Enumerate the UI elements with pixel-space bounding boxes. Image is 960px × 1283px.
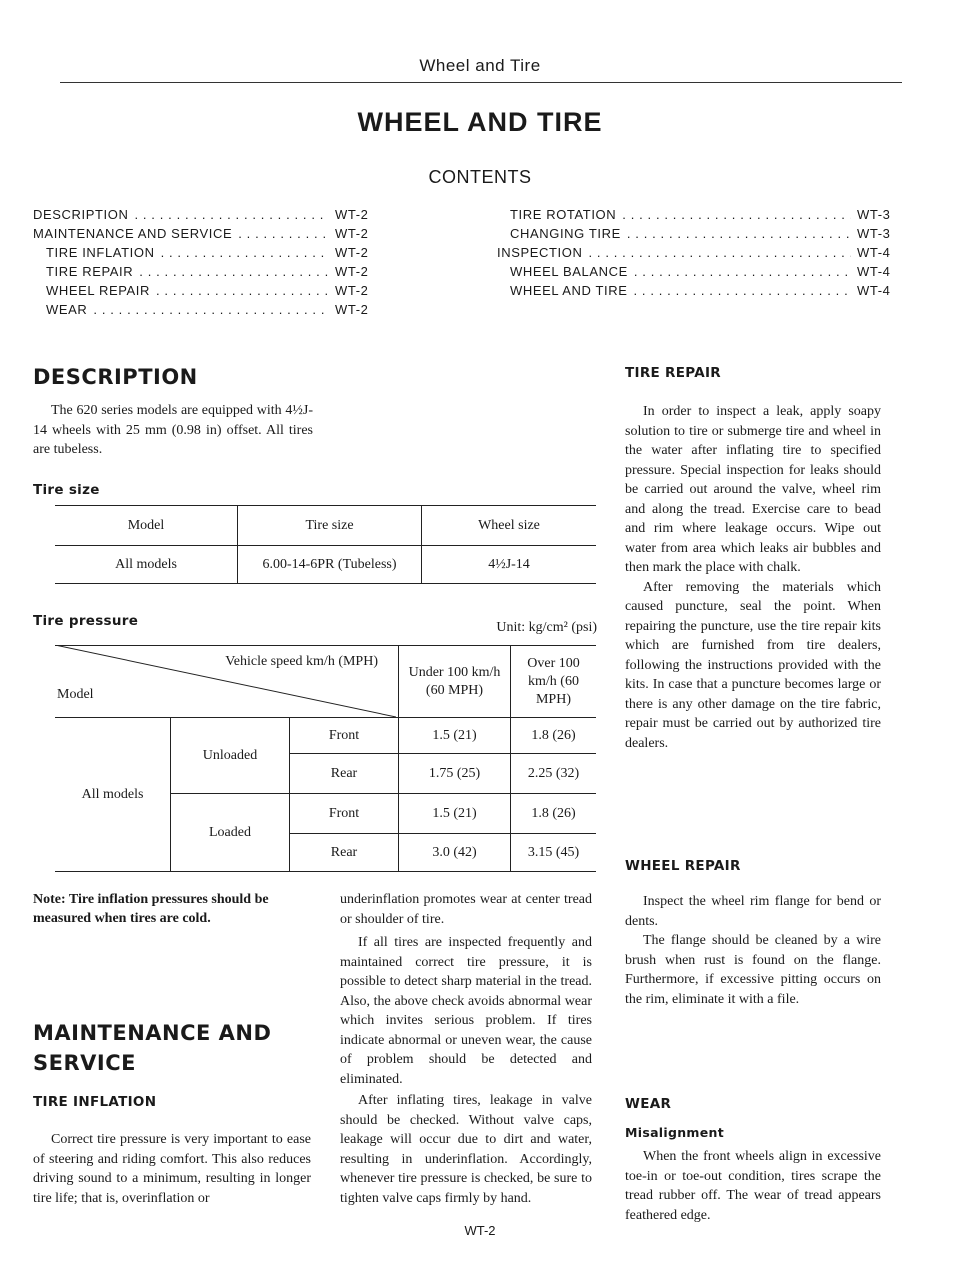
- pressure-under-2: 1.75 (25): [399, 754, 511, 794]
- corner-bottom-label: Model: [57, 687, 94, 702]
- tire-inflation-heading: TIRE INFLATION: [33, 1094, 157, 1110]
- tire-inflation-p1: Correct tire pressure is very important to ease of steering and riding comfort. This also reduces driving sound to a minimum, resulting in longer tire life; that is, overinflation or: [33, 1132, 311, 1206]
- tire-size-table: [55, 505, 596, 584]
- toc-entry-label: MAINTENANCE AND SERVICE: [33, 226, 233, 241]
- toc-entry: [33, 243, 375, 262]
- inflation-note: Note: Tire inflation pressures should be measured when tires are cold.: [33, 892, 269, 926]
- toc-entry-page: WT-3: [857, 226, 891, 241]
- tire-pressure-table: [55, 645, 596, 872]
- toc-entry: [33, 300, 375, 319]
- toc-entry: [33, 224, 375, 243]
- toc-right: [497, 205, 897, 300]
- axle-front-unloaded: Front: [290, 718, 399, 754]
- header-rule: [60, 82, 902, 83]
- toc-entry: [33, 281, 375, 300]
- toc-entry-page: WT-4: [857, 264, 891, 279]
- wear-subheading: Misalignment: [625, 1125, 724, 1140]
- description-section: [33, 365, 313, 460]
- pressure-over-2: 2.25 (32): [527, 765, 580, 781]
- maintenance-section: [33, 1018, 313, 1078]
- pressure-over-4: 3.15 (45): [527, 844, 580, 860]
- unit-label: Unit: kg/cm² (psi): [496, 620, 597, 635]
- toc-entry-page: WT-2: [335, 302, 369, 317]
- tire-size-cell-model: All models: [55, 546, 238, 584]
- wheel-repair-heading: WHEEL REPAIR: [625, 858, 741, 874]
- pressure-under-3: 1.5 (21): [399, 794, 511, 834]
- inflation-p3: If all tires are inspected frequently and maintained correct tire pressure, it is possible to detect sharp material in the tread. Also, the above check avoids abnormal wear which invites serious problem. If tires indicate abnormal or uneven wear, the cause of problem should be detected and eliminated.: [340, 935, 592, 1087]
- contents-label: CONTENTS: [428, 167, 532, 187]
- wear-p1: When the front wheels align in excessive toe-in or toe-out condition, tires scrape the tread rubber off. The wear of tread appears feathered edge.: [625, 1149, 881, 1223]
- corner-top-label: Vehicle speed km/h (MPH): [225, 654, 378, 669]
- toc-leader-dots: [161, 243, 329, 262]
- toc-entry-label: DESCRIPTION: [33, 207, 129, 222]
- toc-entry-label: TIRE REPAIR: [46, 264, 134, 279]
- toc-entry: [497, 243, 897, 262]
- axle-front-loaded: Front: [290, 794, 399, 834]
- toc-leader-dots: [238, 224, 329, 243]
- tire-repair-p1: In order to inspect a leak, apply soapy solution to tire or submerge tire and wheel in the water after inflating tire to specified pressure. Special inspection for leaks should be carried out around the valve, wheel rim and along the tread. Exercise care to bead and rim where leakage occurs. Wipe out water from area which leaks air bubbles and then mark the place with chalk.: [625, 404, 881, 575]
- toc-entry-page: WT-2: [335, 207, 369, 222]
- pressure-over-1: 1.8 (26): [531, 727, 576, 743]
- toc-entry-label: CHANGING TIRE: [510, 226, 621, 241]
- tire-repair-body: [625, 402, 881, 753]
- toc-entry-page: WT-4: [857, 283, 891, 298]
- page-title: WHEEL AND TIRE: [357, 107, 603, 137]
- page-number: WT-2: [464, 1223, 496, 1238]
- tire-size-heading: Tire size: [33, 482, 100, 498]
- inflation-p4: After inflating tires, leakage in valve should be checked. Without valve caps, leakage will occur due to dirt and water, resulting in underinflation. Accordingly, whenever tire pressure is checked, be sure to tighten valve caps firmly by hand.: [340, 1093, 592, 1206]
- toc-leader-dots: [633, 281, 851, 300]
- pressure-under-1: 1.5 (21): [399, 718, 511, 754]
- tire-size-header-model: Model: [55, 506, 238, 546]
- load-loaded: Loaded: [171, 794, 290, 872]
- toc-leader-dots: [156, 281, 329, 300]
- toc-entry-label: TIRE INFLATION: [46, 245, 155, 260]
- toc-entry-page: WT-2: [335, 283, 369, 298]
- tire-repair-p2: After removing the materials which caused puncture, seal the point. When repairing the puncture, use the tire repair kits which are furnished from tire dealers, following the instructions provided with the kits. In case that a puncture becomes large or there is any other damage on the tire fabric, repair must be carried out by authorized tire dealers.: [625, 579, 881, 751]
- toc-entry-label: WHEEL AND TIRE: [510, 283, 628, 298]
- description-heading: DESCRIPTION: [33, 365, 198, 389]
- toc-entry-page: WT-4: [857, 245, 891, 260]
- toc-entry-page: WT-3: [857, 207, 891, 222]
- wheel-repair-body: [625, 892, 881, 1009]
- col-under-header: Under 100 km/h (60 MPH): [399, 646, 511, 718]
- toc-entry-page: WT-2: [335, 264, 369, 279]
- running-header: Wheel and Tire: [419, 56, 541, 75]
- pressure-under-4: 3.0 (42): [399, 834, 511, 872]
- description-body: The 620 series models are equipped with 4½J-14 wheels with 25 mm (0.98 in) offset. All tires are tubeless.: [33, 403, 313, 457]
- toc-entry-label: WHEEL REPAIR: [46, 283, 150, 298]
- toc-entry-label: INSPECTION: [497, 245, 583, 260]
- inflation-p2: underinflation promotes wear at center tread or shoulder of tire.: [340, 892, 592, 927]
- toc-entry: [33, 205, 375, 224]
- axle-rear-unloaded: Rear: [290, 754, 399, 794]
- tire-size-header-wheel: Wheel size: [478, 517, 540, 533]
- toc-entry-label: WHEEL BALANCE: [510, 264, 628, 279]
- wheel-repair-p2: The flange should be cleaned by a wire brush when rust is found on the flange. Furthermore, if excessive pitting occurs on the rim, eliminate it with a file.: [625, 933, 881, 1007]
- wear-heading: WEAR: [625, 1096, 672, 1112]
- tire-size-cell-tire: 6.00-14-6PR (Tubeless): [238, 546, 422, 584]
- load-unloaded: Unloaded: [171, 718, 290, 794]
- wheel-repair-p1: Inspect the wheel rim flange for bend or dents.: [625, 894, 881, 929]
- toc-leader-dots: [139, 262, 329, 281]
- pressure-over-3: 1.8 (26): [531, 805, 576, 821]
- toc-leader-dots: [588, 243, 851, 262]
- toc-leader-dots: [634, 262, 851, 281]
- tire-size-header-tire: Tire size: [238, 506, 422, 546]
- tire-size-cell-wheel: 4½J-14: [488, 556, 530, 572]
- toc-leader-dots: [627, 224, 851, 243]
- toc-entry: [497, 262, 897, 281]
- axle-rear-loaded: Rear: [290, 834, 399, 872]
- toc-entry-page: WT-2: [335, 245, 369, 260]
- toc-entry: [33, 262, 375, 281]
- col-over-header: Over 100 km/h (60 MPH): [527, 655, 580, 707]
- maintenance-heading: MAINTENANCE AND SERVICE: [33, 1021, 272, 1075]
- toc-leader-dots: [622, 205, 851, 224]
- tire-repair-heading: TIRE REPAIR: [625, 365, 721, 381]
- inflation-continued: [340, 890, 592, 1208]
- toc-entry-label: WEAR: [46, 302, 88, 317]
- tire-pressure-heading: Tire pressure: [33, 613, 139, 629]
- toc-entry: [497, 281, 897, 300]
- toc-entry-page: WT-2: [335, 226, 369, 241]
- toc-entry-label: TIRE ROTATION: [510, 207, 617, 222]
- model-cell: All models: [55, 718, 171, 872]
- toc-entry: [497, 205, 897, 224]
- toc-leader-dots: [134, 205, 329, 224]
- toc-entry: [497, 224, 897, 243]
- toc-leader-dots: [93, 300, 329, 319]
- toc-left: [33, 205, 375, 319]
